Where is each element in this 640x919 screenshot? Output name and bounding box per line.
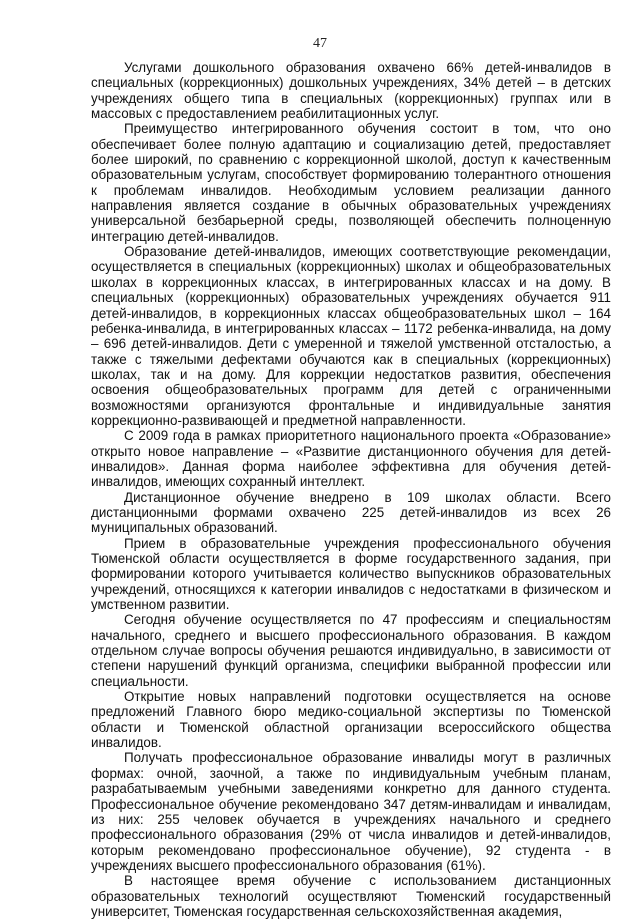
paragraph-distance-learning-project: С 2009 года в рамках приоритетного национального проекта «Образование» открыто новое направление – «Развитие дистанционного обучения для детей-инвалидов». Данная форма наиболее эффективна для обучения детей-инвалидов, имеющих сохранный интеллект. — [91, 428, 611, 490]
paragraph-education-forms: Получать профессиональное образование инвалиды могут в различных формах: очной, заочной, а также по индивидуальным учебным планам, разрабатываемым учебными заведениями конкретно для данного студента. Профессиональное обучение рекомендовано 347 детям-инвалидам и инвалидам, из них: 255 человек обучается в учреждениях начального и среднего профессионального образования (29% от числа инвалидов и детей-инвалидов, которым рекомендовано профессиональное обучение), 92 студента - в учреждениях высшего профессионального образования (61%). — [91, 750, 611, 873]
paragraph-distance-universities: В настоящее время обучение с использованием дистанционных образовательных технологий осуществляют Тюменский государственный университет, Тюменская государственная сельскохозяйственная академия, — [91, 873, 611, 919]
paragraph-preschool-education: Услугами дошкольного образования охвачено 66% детей-инвалидов в специальных (коррекционных) дошкольных учреждениях, 34% детей – в детских учреждениях общего типа в специальных (коррекционных) группах или в массовых с предоставлением реабилитационных услуг. — [91, 60, 611, 122]
paragraph-vocational-admission: Прием в образовательные учреждения профессионального обучения Тюменской области осуществляется в форме государственного задания, при формировании которого учитывается количество выпускников образовательных учреждений, относящихся к категории инвалидов с недостатками в физическом и умственном развитии. — [91, 535, 611, 613]
page-number: 47 — [313, 36, 327, 51]
paragraph-integrated-learning: Преимущество интегрированного обучения состоит в том, что оно обеспечивает более полную адаптацию и социализацию детей, предоставляет более широкий, по сравнению с коррекционной школой, доступ к качественным образовательным услугам, способствует формированию толерантного отношения к проблемам инвалидов. Необходимым условием реализации данного направления является создание в обычных образовательных учреждениях универсальной безбарьерной среды, позволяющей обеспечить полноценную интеграцию детей-инвалидов. — [91, 121, 611, 244]
paragraph-special-schools: Образование детей-инвалидов, имеющих соответствующие рекомендации, осуществляется в специальных (коррекционных) школах и общеобразовательных школах в коррекционных классах, в интегрированных классах и на дому. В специальных (коррекционных) образовательных учреждениях обучается 911 детей-инвалидов, в коррекционных классах общеобразовательных школ – 164 ребенка-инвалида, в интегрированных классах – 1172 ребенка-инвалида, на дому – 696 детей-инвалидов. Дети с умеренной и тяжелой умственной отсталостью, а также с тяжелыми дефектами обучаются как в специальных (коррекционных) школах, так и на дому. Для коррекции недостатков развития, обеспечения освоения общеобразовательных программ для детей с ограниченными возможностями организуются фронтальные и индивидуальные занятия коррекционно-развивающей и предметной направленности. — [91, 244, 611, 428]
document-body — [91, 60, 611, 919]
paragraph-distance-learning-coverage: Дистанционное обучение внедрено в 109 школах области. Всего дистанционными формами охвачено 225 детей-инвалидов из всех 26 муниципальных образований. — [91, 489, 611, 536]
paragraph-professions: Сегодня обучение осуществляется по 47 профессиям и специальностям начального, среднего и высшего профессионального образования. В каждом отдельном случае вопросы обучения решаются индивидуально, в зависимости от степени нарушений функций организма, специфики выбранной профессии или специальности. — [91, 612, 611, 689]
paragraph-new-directions: Открытие новых направлений подготовки осуществляется на основе предложений Главного бюро медико-социальной экспертизы по Тюменской области и Тюменской областной организации всероссийского общества инвалидов. — [91, 689, 611, 751]
